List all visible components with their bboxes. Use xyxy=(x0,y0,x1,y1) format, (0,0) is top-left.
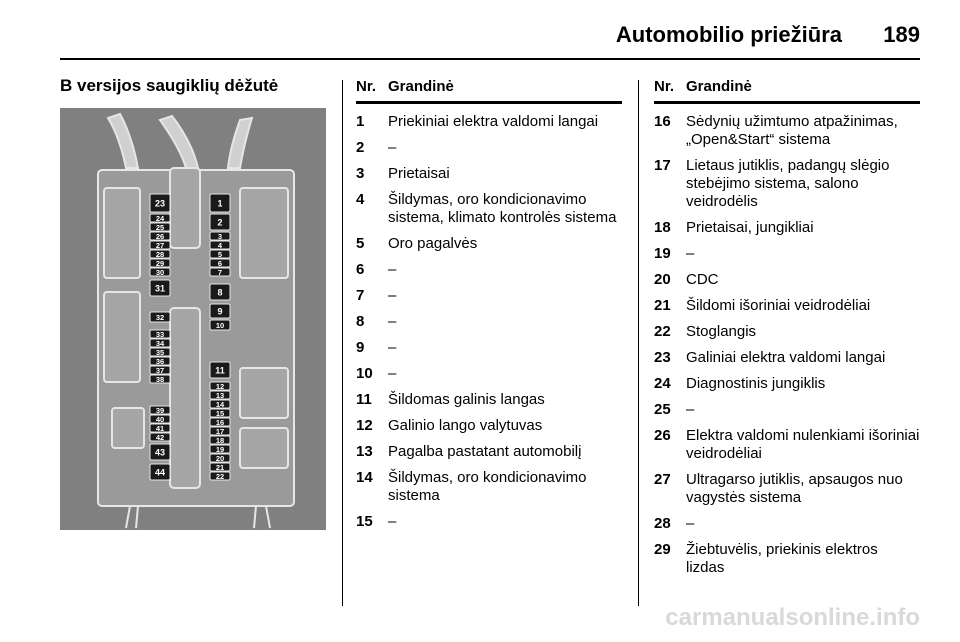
fuse-number: 4 xyxy=(356,191,365,208)
fuse-label: 2 xyxy=(217,217,223,228)
circuit-description: – xyxy=(686,245,695,262)
header-nr: Nr. xyxy=(654,78,675,95)
wires xyxy=(126,506,270,528)
table-row xyxy=(356,191,622,227)
circuit-description: – xyxy=(686,401,695,418)
fuse-label: 19 xyxy=(215,444,225,454)
circuit-description: Pagalba pastatant automobilį xyxy=(388,443,582,460)
header-nr: Nr. xyxy=(356,78,377,95)
fuse-number: 14 xyxy=(356,469,373,486)
header-circuit: Grandinė xyxy=(388,78,454,95)
table-row xyxy=(356,469,622,505)
fuse-label: 42 xyxy=(155,432,165,442)
table-row xyxy=(356,313,622,331)
table-row xyxy=(654,157,920,211)
table-row xyxy=(356,139,622,157)
circuit-description: – xyxy=(388,513,397,530)
circuit-description: CDC xyxy=(686,271,719,288)
table-row xyxy=(654,219,920,237)
table-row xyxy=(356,261,622,279)
table-row xyxy=(654,297,920,315)
table-row xyxy=(356,365,622,383)
fuse-number: 20 xyxy=(654,271,671,288)
cable-bundles xyxy=(108,114,252,168)
fuse-label: 3 xyxy=(217,231,223,241)
table-row xyxy=(654,471,920,507)
fuse-label: 33 xyxy=(155,329,165,339)
fuse-label: 25 xyxy=(155,222,165,232)
circuit-description: Prietaisai xyxy=(388,165,450,182)
watermark: carmanualsonline.info xyxy=(665,604,920,631)
fuse-number: 9 xyxy=(356,339,365,356)
fuse-number: 21 xyxy=(654,297,671,314)
table-row xyxy=(654,401,920,419)
fuse-table-col1 xyxy=(356,78,622,539)
circuit-description: Priekiniai elektra valdomi langai xyxy=(388,113,599,130)
fuse-label: 7 xyxy=(217,267,223,277)
fuse-box-figure xyxy=(60,108,326,530)
table-row xyxy=(356,513,622,531)
fuse-number: 16 xyxy=(654,113,671,130)
table-row xyxy=(654,245,920,263)
fuse-label: 28 xyxy=(155,249,165,259)
fuse-label: 44 xyxy=(154,467,166,478)
circuit-description: – xyxy=(388,261,397,278)
fuse-number: 10 xyxy=(356,365,373,382)
fuse-label: 16 xyxy=(215,417,225,427)
fuse-label: 11 xyxy=(215,365,225,376)
table-row xyxy=(356,443,622,461)
fuse-number: 7 xyxy=(356,287,365,304)
table-row xyxy=(356,339,622,357)
fuse-number: 27 xyxy=(654,471,671,488)
fuse-number: 23 xyxy=(654,349,671,366)
table-row xyxy=(654,515,920,533)
fuse-number: 28 xyxy=(654,515,671,532)
table-row xyxy=(654,271,920,289)
fuse-number: 5 xyxy=(356,235,365,252)
fuse-label: 24 xyxy=(155,213,165,223)
circuit-description: – xyxy=(388,339,397,356)
fuse-number: 2 xyxy=(356,139,365,156)
table-row xyxy=(654,323,920,341)
fuse-label: 32 xyxy=(155,312,165,322)
fuse-number: 13 xyxy=(356,443,373,460)
fuse-box-diagram xyxy=(60,108,326,530)
fuse-number: 1 xyxy=(356,113,365,130)
circuit-description: Šildomas galinis langas xyxy=(388,391,545,408)
circuit-description: – xyxy=(388,287,397,304)
fuse-label: 35 xyxy=(155,347,165,357)
fuse-number: 11 xyxy=(356,391,372,408)
table-header xyxy=(356,78,622,104)
circuit-description: Šildymas, oro kondicionavimo sistema xyxy=(388,469,587,504)
table-row xyxy=(356,113,622,131)
header-circuit: Grandinė xyxy=(686,78,752,95)
fuse-number: 18 xyxy=(654,219,671,236)
header-title: Automobilio priežiūra xyxy=(615,22,842,47)
fuse-label: 39 xyxy=(155,405,165,415)
circuit-description: – xyxy=(388,313,397,330)
fuse-label: 26 xyxy=(155,231,165,241)
fuse-label: 20 xyxy=(215,453,225,463)
fuse-label: 10 xyxy=(215,320,225,330)
circuit-description: Šildymas, oro kondicionavimo sistema, klimato kontrolės sistema xyxy=(388,191,617,226)
fuse-label: 1 xyxy=(217,198,223,209)
circuit-description: Prietaisai, jungikliai xyxy=(686,219,814,236)
fuse-label: 37 xyxy=(155,365,165,375)
fuse-label: 21 xyxy=(215,462,225,472)
fuse-number: 8 xyxy=(356,313,365,330)
fuse-label: 5 xyxy=(217,249,223,259)
fuse-number: 25 xyxy=(654,401,671,418)
fuse-label: 41 xyxy=(155,423,165,433)
fuse-label: 38 xyxy=(155,374,165,384)
page-header xyxy=(60,12,920,60)
circuit-description: Galiniai elektra valdomi langai xyxy=(686,349,886,366)
fuse-number: 29 xyxy=(654,541,671,558)
circuit-description: – xyxy=(388,139,397,156)
fuse-number: 26 xyxy=(654,427,671,444)
fuse-label: 12 xyxy=(215,381,225,391)
fuse-label: 30 xyxy=(155,267,165,277)
circuit-description: Oro pagalvės xyxy=(388,235,478,252)
fuse-label: 23 xyxy=(154,198,166,209)
fuse-label: 8 xyxy=(217,287,223,298)
circuit-description: Sėdynių užimtumo atpažinimas, „Open&Start“ sistema xyxy=(686,113,898,148)
column-divider-right xyxy=(638,80,639,606)
fuse-label: 36 xyxy=(155,356,165,366)
page-number: 189 xyxy=(883,22,920,47)
fuse-number: 19 xyxy=(654,245,671,262)
fuse-label: 17 xyxy=(215,426,225,436)
fuse-label: 22 xyxy=(215,471,225,481)
fuse-table-col2 xyxy=(654,78,920,585)
fuse-number: 12 xyxy=(356,417,373,434)
fuse-label: 40 xyxy=(155,414,165,424)
fuse-label: 13 xyxy=(215,390,225,400)
circuit-description: Diagnostinis jungiklis xyxy=(686,375,826,392)
fuse-label: 27 xyxy=(155,240,165,250)
table-row xyxy=(356,287,622,305)
table-row xyxy=(356,417,622,435)
fuse-label: 6 xyxy=(217,258,223,268)
circuit-description: Stoglangis xyxy=(686,323,757,340)
circuit-description: Lietaus jutiklis, padangų slėgio stebėjimo sistema, salono veidrodėlis xyxy=(686,157,890,210)
table-row xyxy=(654,427,920,463)
circuit-description: – xyxy=(686,515,695,532)
fuse-label: 34 xyxy=(155,338,165,348)
table-row xyxy=(654,113,920,149)
fuse-label: 9 xyxy=(217,306,223,317)
circuit-description: Šildomi išoriniai veidrodėliai xyxy=(686,297,871,314)
table-row xyxy=(654,349,920,367)
fuse-label: 43 xyxy=(154,447,166,458)
circuit-description: Žiebtuvėlis, priekinis elektros lizdas xyxy=(686,541,878,576)
fuse-number: 15 xyxy=(356,513,373,530)
table-row xyxy=(356,391,622,409)
fuse-number: 3 xyxy=(356,165,365,182)
circuit-description: Elektra valdomi nulenkiami išoriniai veidrodėliai xyxy=(686,427,920,462)
section-title: B versijos saugiklių dėžutė xyxy=(60,76,279,95)
column-divider-left xyxy=(342,80,343,606)
fuse-label: 15 xyxy=(215,408,225,418)
fuse-label: 29 xyxy=(155,258,165,268)
fuse-number: 6 xyxy=(356,261,365,278)
table-header xyxy=(654,78,920,104)
fuse-number: 24 xyxy=(654,375,671,392)
table-row xyxy=(356,235,622,253)
table-row xyxy=(356,165,622,183)
fuse-label: 4 xyxy=(217,240,223,250)
table-row xyxy=(654,375,920,393)
fuse-label: 14 xyxy=(215,399,225,409)
fuse-label: 31 xyxy=(154,283,166,294)
fuse-label: 18 xyxy=(215,435,225,445)
circuit-description: Galinio lango valytuvas xyxy=(388,417,543,434)
fuse-number: 22 xyxy=(654,323,671,340)
circuit-description: Ultragarso jutiklis, apsaugos nuo vagystės sistema xyxy=(686,471,903,506)
circuit-description: – xyxy=(388,365,397,382)
table-row xyxy=(654,541,920,577)
fuse-number: 17 xyxy=(654,157,671,174)
